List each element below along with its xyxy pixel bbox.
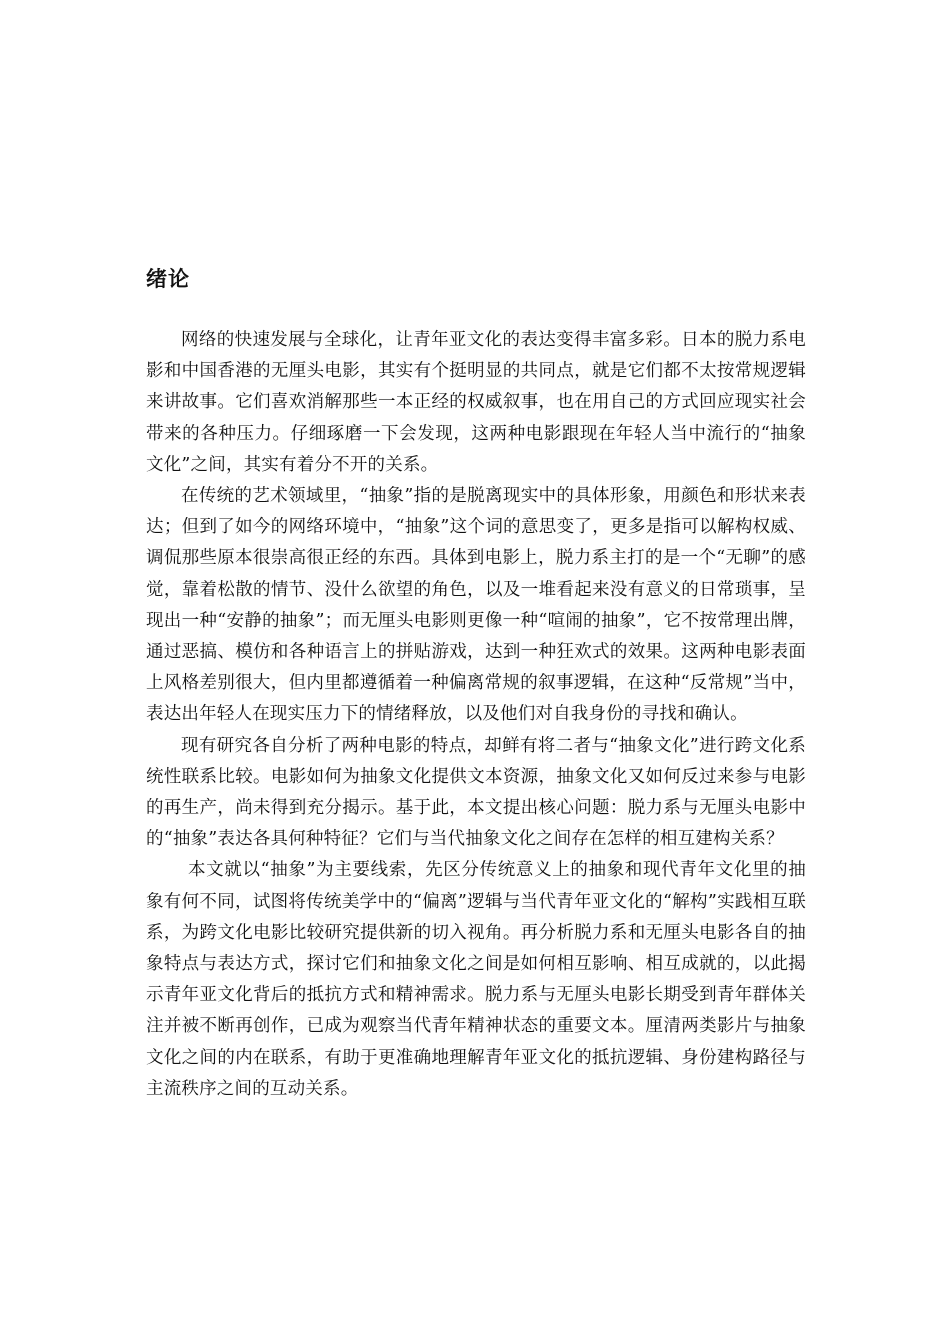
paragraph-4: 本文就以“抽象”为主要线索，先区分传统意义上的抽象和现代青年文化里的抽象有何不同，试图将传统美学中的“偏离”逻辑与当代青年亚文化的“解构”实践相互联系，为跨文化电影比较研究提供新的切入视角。再分析脱力系和无厘头电影各自的抽象特点与表达方式，探讨它们和抽象文化之间是如何相互影响、相互成就的，以此揭示青年亚文化背后的抵抗方式和精神需求。脱力系与无厘头电影长期受到青年群体关注并被不断再创作，已成为观察当代青年精神状态的重要文本。厘清两类影片与抽象文化之间的内在联系，有助于更准确地理解青年亚文化的抵抗逻辑、身份建构路径与主流秩序之间的互动关系。 — [146, 860, 806, 1099]
paragraph-3: 现有研究各自分析了两种电影的特点，却鲜有将二者与“抽象文化”进行跨文化系统性联系比较。电影如何为抽象文化提供文本资源，抽象文化又如何反过来参与电影的再生产，尚未得到充分揭示。基于此，本文提出核心问题：脱力系与无厘头电影中的“抽象”表达各具何种特征？它们与当代抽象文化之间存在怎样的相互建构关系？ — [146, 735, 806, 850]
paragraph-2: 在传统的艺术领域里，“抽象”指的是脱离现实中的具体形象，用颜色和形状来表达；但到了如今的网络环境中，“抽象”这个词的意思变了，更多是指可以解构权威、调侃那些原本很崇高很正经的东西。具体到电影上，脱力系主打的是一个“无聊”的感觉，靠着松散的情节、没什么欲望的角色，以及一堆看起来没有意义的日常琐事，呈现出一种“安静的抽象”；而无厘头电影则更像一种“喧闹的抽象”，它不按常理出牌，通过恶搞、模仿和各种语言上的拼贴游戏，达到一种狂欢式的效果。这两种电影表面上风格差别很大，但内里都遵循着一种偏离常规的叙事逻辑，在这种“反常规”当中，表达出年轻人在现实压力下的情绪释放，以及他们对自我身份的寻找和确认。 — [146, 486, 806, 725]
section-title: 绪论 — [146, 267, 190, 291]
document-body — [146, 262, 806, 1105]
paragraph-1: 网络的快速发展与全球化，让青年亚文化的表达变得丰富多彩。日本的脱力系电影和中国香港的无厘头电影，其实有个挺明显的共同点，就是它们都不太按常规逻辑来讲故事。它们喜欢消解那些一本正经的权威叙事，也在用自己的方式回应现实社会带来的各种压力。仔细琢磨一下会发现，这两种电影跟现在年轻人当中流行的“抽象文化”之间，其实有着分不开的关系。 — [146, 330, 806, 475]
